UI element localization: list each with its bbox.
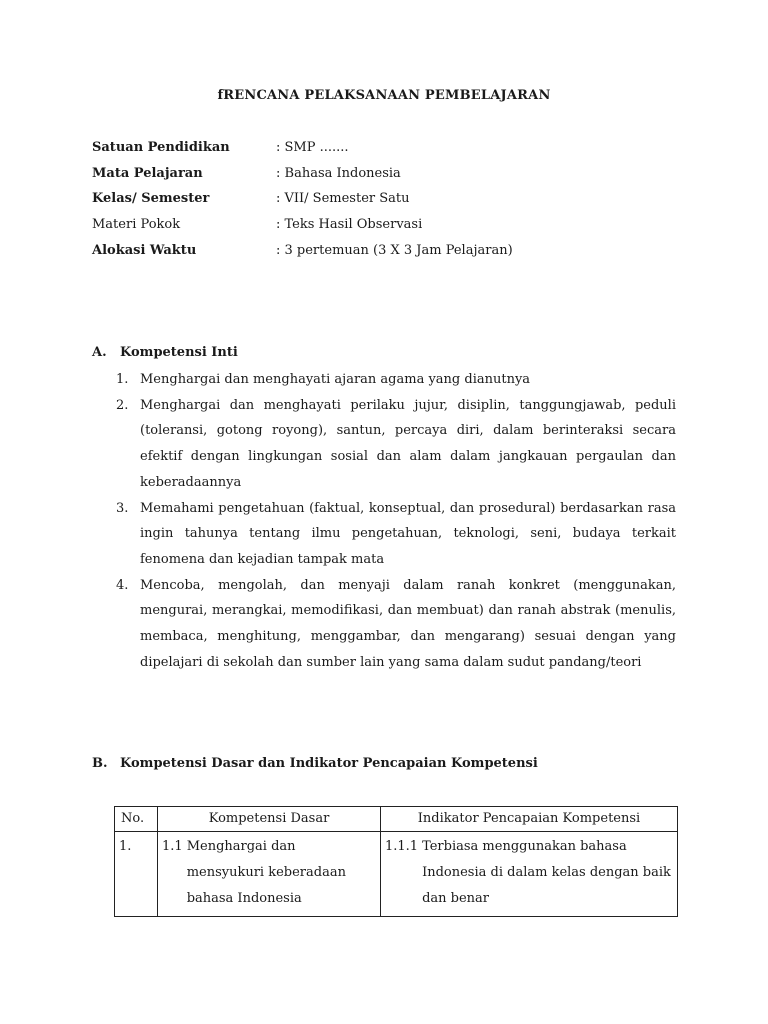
- info-label: Kelas/ Semester: [92, 191, 210, 207]
- info-row-kelas-semester: [92, 189, 692, 215]
- document-title: fRENCANA PELAKSANAAN PEMBELAJARAN: [217, 88, 551, 103]
- list-text: Menghargai dan menghayati perilaku jujur, disiplin, tanggungjawab, peduli (toleransi, gotong royong), santun, percaya diri, dalam berinteraksi secara efektif dengan lingkungan sosial dan alam dalam jangkauan pergaulan dan keberadaannya: [140, 397, 676, 490]
- section-title: Kompetensi Dasar dan Indikator Pencapaian Kompetensi: [120, 756, 538, 771]
- list-number: 4.: [116, 577, 129, 593]
- kd-text: Menghargai dan mensyukuri keberadaan bahasa Indonesia: [186, 839, 346, 906]
- list-text: Menghargai dan menghayati ajaran agama yang dianutnya: [140, 372, 531, 387]
- list-item: [116, 573, 676, 676]
- table-header-row: [115, 807, 678, 832]
- info-label: Alokasi Waktu: [92, 242, 197, 258]
- cell-indikator: [381, 832, 678, 917]
- table-row: [115, 832, 678, 917]
- info-row-mata-pelajaran: [92, 164, 692, 190]
- list-item: [116, 496, 676, 573]
- list-text: Mencoba, mengolah, dan menyaji dalam ranah konkret (menggunakan, mengurai, merangkai, memodifikasi, dan membuat) dan ranah abstrak (menulis, membaca, menghitung, menggambar, dan mengarang) sesuai dengan yang dipelajari di sekolah dan sumber lain yang sama dalam sudut pandang/teori: [140, 577, 676, 670]
- ipk-item: [385, 834, 673, 912]
- column-header-no: No.: [115, 807, 158, 832]
- list-number: 1.: [116, 372, 129, 387]
- info-label: Mata Pelajaran: [92, 165, 203, 181]
- ipk-number: 1.1.1: [385, 839, 419, 854]
- list-number: 2.: [116, 397, 129, 413]
- kd-item: [162, 834, 376, 912]
- kd-number: 1.1: [162, 839, 183, 854]
- column-header-kompetensi-dasar: Kompetensi Dasar: [158, 807, 381, 832]
- kompetensi-inti-list: [116, 367, 676, 675]
- identity-info: [92, 138, 692, 266]
- list-item: [116, 393, 676, 496]
- info-value: : Bahasa Indonesia: [276, 165, 401, 181]
- info-row-satuan-pendidikan: [92, 138, 692, 164]
- list-text: Memahami pengetahuan (faktual, konseptual, dan prosedural) berdasarkan rasa ingin tahunya tentang ilmu pengetahuan, teknologi, seni, budaya terkait fenomena dan kejadian tampak mata: [140, 500, 676, 567]
- kompetensi-table: [114, 806, 678, 917]
- info-value: : Teks Hasil Observasi: [276, 217, 423, 233]
- info-row-alokasi-waktu: [92, 241, 692, 267]
- list-number: 3.: [116, 500, 129, 516]
- info-row-materi-pokok: [92, 215, 692, 241]
- section-a-heading: [92, 345, 238, 360]
- cell-no: 1.: [115, 832, 158, 917]
- section-letter: B.: [92, 756, 108, 771]
- cell-kompetensi-dasar: [158, 832, 381, 917]
- info-value: : VII/ Semester Satu: [276, 191, 410, 207]
- info-value: : SMP .......: [276, 140, 349, 155]
- column-header-indikator: Indikator Pencapaian Kompetensi: [381, 807, 678, 832]
- section-title: Kompetensi Inti: [120, 345, 238, 360]
- info-label: Materi Pokok: [92, 217, 181, 233]
- list-item: [116, 367, 676, 393]
- section-b-heading: [92, 756, 538, 771]
- section-letter: A.: [92, 345, 107, 360]
- info-label: Satuan Pendidikan: [92, 140, 230, 155]
- ipk-text: Terbiasa menggunakan bahasa Indonesia di dalam kelas dengan baik dan benar: [422, 839, 671, 906]
- info-value: : 3 pertemuan (3 X 3 Jam Pelajaran): [276, 242, 513, 258]
